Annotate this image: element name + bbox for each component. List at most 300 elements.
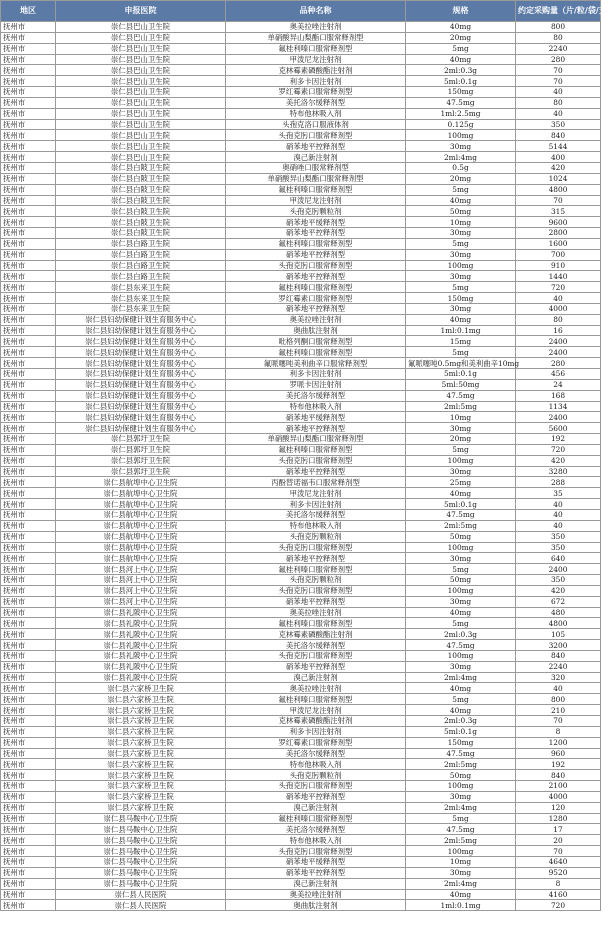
cell-drug-name: 头孢克肟口服常释剂型 (226, 846, 406, 857)
cell-spec: 30mg (406, 661, 516, 672)
table-row (1, 900, 601, 911)
table-row (1, 585, 601, 596)
cell-hospital: 崇仁县六家桥卫生院 (56, 802, 226, 813)
cell-quantity: 1134 (516, 401, 601, 412)
cell-drug-name: 利多卡因注射剂 (226, 499, 406, 510)
cell-drug-name: 特布他林吸入剂 (226, 835, 406, 846)
cell-region: 抚州市 (1, 466, 56, 477)
cell-hospital: 崇仁县六家桥卫生院 (56, 705, 226, 716)
cell-region: 抚州市 (1, 488, 56, 499)
cell-hospital: 崇仁县航埠中心卫生院 (56, 531, 226, 542)
table-row (1, 184, 601, 195)
table-row (1, 889, 601, 900)
header-drug-name: 品种名称 (226, 1, 406, 22)
cell-hospital: 崇仁县妇幼保健计划生育服务中心 (56, 390, 226, 401)
cell-drug-name: 甲泼尼龙注射剂 (226, 488, 406, 499)
cell-quantity: 3200 (516, 640, 601, 651)
cell-quantity: 1600 (516, 238, 601, 249)
cell-drug-name: 克林霉素磷酸酯注射剂 (226, 716, 406, 727)
cell-hospital: 崇仁县郭圩卫生院 (56, 455, 226, 466)
cell-spec: 0.125g (406, 119, 516, 130)
cell-spec: 5mg (406, 618, 516, 629)
table-row (1, 802, 601, 813)
table-row (1, 293, 601, 304)
cell-quantity: 70 (516, 846, 601, 857)
cell-quantity: 35 (516, 488, 601, 499)
table-row (1, 466, 601, 477)
cell-spec: 5mg (406, 282, 516, 293)
cell-region: 抚州市 (1, 705, 56, 716)
cell-region: 抚州市 (1, 781, 56, 792)
cell-region: 抚州市 (1, 629, 56, 640)
cell-hospital: 崇仁县白路卫生院 (56, 260, 226, 271)
cell-drug-name: 单硝酸异山梨酯口服常释剂型 (226, 434, 406, 445)
cell-drug-name: 特布他林吸入剂 (226, 108, 406, 119)
cell-spec: 5ml:0.1g (406, 499, 516, 510)
table-row (1, 856, 601, 867)
cell-spec: 2ml:0.3g (406, 65, 516, 76)
cell-quantity: 840 (516, 130, 601, 141)
cell-spec: 47.5mg (406, 390, 516, 401)
cell-drug-name: 特布他林吸入剂 (226, 401, 406, 412)
cell-hospital: 崇仁县六家桥卫生院 (56, 759, 226, 770)
cell-drug-name: 头孢克肟口服常释剂型 (226, 542, 406, 553)
cell-hospital: 崇仁县东来卫生院 (56, 303, 226, 314)
cell-region: 抚州市 (1, 303, 56, 314)
cell-hospital: 崇仁县人民医院 (56, 900, 226, 911)
cell-hospital: 崇仁县河上中心卫生院 (56, 575, 226, 586)
cell-quantity: 2400 (516, 412, 601, 423)
cell-region: 抚州市 (1, 141, 56, 152)
table-row (1, 781, 601, 792)
cell-drug-name: 氟桂利嗪口服常释剂型 (226, 184, 406, 195)
cell-spec: 5ml:50mg (406, 379, 516, 390)
table-row (1, 238, 601, 249)
table-row (1, 650, 601, 661)
cell-quantity: 17 (516, 824, 601, 835)
header-row (1, 1, 601, 22)
cell-drug-name: 罗红霉素口服常释剂型 (226, 737, 406, 748)
cell-drug-name: 奥美拉唑注射剂 (226, 889, 406, 900)
table-row (1, 358, 601, 369)
table-row (1, 401, 601, 412)
table-row (1, 249, 601, 260)
table-body (1, 22, 601, 911)
cell-hospital: 崇仁县六家桥卫生院 (56, 781, 226, 792)
cell-quantity: 315 (516, 206, 601, 217)
table-row (1, 119, 601, 130)
cell-hospital: 崇仁县白陂卫生院 (56, 162, 226, 173)
cell-quantity: 4160 (516, 889, 601, 900)
cell-quantity: 288 (516, 477, 601, 488)
table-row (1, 791, 601, 802)
cell-hospital: 崇仁县马鞍中心卫生院 (56, 846, 226, 857)
cell-hospital: 崇仁县马鞍中心卫生院 (56, 856, 226, 867)
cell-drug-name: 硝苯地平控释剂型 (226, 249, 406, 260)
cell-spec: 100mg (406, 781, 516, 792)
table-row (1, 130, 601, 141)
cell-quantity: 168 (516, 390, 601, 401)
cell-hospital: 崇仁县东来卫生院 (56, 282, 226, 293)
cell-drug-name: 硝苯地平控释剂型 (226, 303, 406, 314)
cell-drug-name: 奥美拉唑注射剂 (226, 314, 406, 325)
cell-spec: 2ml:5mg (406, 401, 516, 412)
cell-region: 抚州市 (1, 76, 56, 87)
table-row (1, 217, 601, 228)
cell-region: 抚州市 (1, 672, 56, 683)
cell-drug-name: 罗红霉素口服常释剂型 (226, 87, 406, 98)
cell-spec: 1ml:0.1mg (406, 325, 516, 336)
cell-drug-name: 氟桂利嗪口服常释剂型 (226, 694, 406, 705)
cell-quantity: 2240 (516, 43, 601, 54)
cell-drug-name: 奥美拉唑注射剂 (226, 22, 406, 33)
cell-spec: 30mg (406, 423, 516, 434)
cell-drug-name: 利多卡因注射剂 (226, 76, 406, 87)
table-row (1, 228, 601, 239)
cell-hospital: 崇仁县妇幼保健计划生育服务中心 (56, 369, 226, 380)
cell-region: 抚州市 (1, 65, 56, 76)
cell-quantity: 16 (516, 325, 601, 336)
table-row (1, 412, 601, 423)
cell-hospital: 崇仁县礼陂中心卫生院 (56, 650, 226, 661)
cell-spec: 10mg (406, 856, 516, 867)
cell-drug-name: 硝苯地平缓释剂型 (226, 412, 406, 423)
cell-spec: 100mg (406, 260, 516, 271)
cell-region: 抚州市 (1, 661, 56, 672)
cell-region: 抚州市 (1, 390, 56, 401)
cell-region: 抚州市 (1, 423, 56, 434)
cell-hospital: 崇仁县白陂卫生院 (56, 228, 226, 239)
cell-spec: 40mg (406, 195, 516, 206)
cell-quantity: 350 (516, 542, 601, 553)
cell-hospital: 崇仁县六家桥卫生院 (56, 748, 226, 759)
cell-spec: 5mg (406, 184, 516, 195)
table-row (1, 683, 601, 694)
cell-region: 抚州市 (1, 260, 56, 271)
cell-spec: 50mg (406, 770, 516, 781)
cell-hospital: 崇仁县巴山卫生院 (56, 54, 226, 65)
cell-region: 抚州市 (1, 162, 56, 173)
cell-region: 抚州市 (1, 325, 56, 336)
table-row (1, 108, 601, 119)
cell-region: 抚州市 (1, 585, 56, 596)
cell-quantity: 80 (516, 314, 601, 325)
cell-quantity: 4800 (516, 184, 601, 195)
table-row (1, 813, 601, 824)
table-row (1, 661, 601, 672)
cell-quantity: 5600 (516, 423, 601, 434)
cell-quantity: 80 (516, 97, 601, 108)
cell-region: 抚州市 (1, 22, 56, 33)
table-row (1, 32, 601, 43)
cell-spec: 40mg (406, 889, 516, 900)
cell-quantity: 2800 (516, 228, 601, 239)
cell-region: 抚州市 (1, 640, 56, 651)
cell-region: 抚州市 (1, 314, 56, 325)
cell-quantity: 40 (516, 499, 601, 510)
table-row (1, 575, 601, 586)
cell-drug-name: 头孢克肟口服常释剂型 (226, 260, 406, 271)
cell-spec: 15mg (406, 336, 516, 347)
cell-hospital: 崇仁县巴山卫生院 (56, 108, 226, 119)
cell-spec: 100mg (406, 542, 516, 553)
cell-region: 抚州市 (1, 87, 56, 98)
cell-region: 抚州市 (1, 802, 56, 813)
cell-drug-name: 奥硝唑口服常释剂型 (226, 162, 406, 173)
cell-quantity: 20 (516, 835, 601, 846)
cell-region: 抚州市 (1, 293, 56, 304)
cell-region: 抚州市 (1, 455, 56, 466)
cell-hospital: 崇仁县妇幼保健计划生育服务中心 (56, 325, 226, 336)
cell-drug-name: 甲泼尼龙注射剂 (226, 195, 406, 206)
cell-drug-name: 美托洛尔缓释剂型 (226, 640, 406, 651)
cell-drug-name: 氟桂利嗪口服常释剂型 (226, 813, 406, 824)
table-row (1, 835, 601, 846)
cell-quantity: 4000 (516, 791, 601, 802)
cell-quantity: 40 (516, 520, 601, 531)
table-row (1, 390, 601, 401)
cell-region: 抚州市 (1, 32, 56, 43)
table-row (1, 737, 601, 748)
cell-drug-name: 氟桂利嗪口服常释剂型 (226, 43, 406, 54)
cell-drug-name: 硝苯地平控释剂型 (226, 466, 406, 477)
cell-quantity: 350 (516, 531, 601, 542)
cell-region: 抚州市 (1, 824, 56, 835)
table-row (1, 564, 601, 575)
cell-spec: 2ml:5mg (406, 759, 516, 770)
cell-drug-name: 氟桂利嗪口服常释剂型 (226, 347, 406, 358)
cell-region: 抚州市 (1, 575, 56, 586)
cell-region: 抚州市 (1, 347, 56, 358)
cell-quantity: 960 (516, 748, 601, 759)
cell-quantity: 70 (516, 716, 601, 727)
cell-region: 抚州市 (1, 43, 56, 54)
cell-hospital: 崇仁县航埠中心卫生院 (56, 520, 226, 531)
cell-hospital: 崇仁县妇幼保健计划生育服务中心 (56, 336, 226, 347)
cell-spec: 30mg (406, 466, 516, 477)
cell-quantity: 4640 (516, 856, 601, 867)
cell-quantity: 2400 (516, 336, 601, 347)
cell-region: 抚州市 (1, 542, 56, 553)
cell-drug-name: 奥曲肽注射剂 (226, 900, 406, 911)
cell-quantity: 40 (516, 293, 601, 304)
cell-hospital: 崇仁县白路卫生院 (56, 238, 226, 249)
cell-drug-name: 利多卡因注射剂 (226, 369, 406, 380)
cell-quantity: 40 (516, 108, 601, 119)
cell-quantity: 400 (516, 152, 601, 163)
cell-spec: 150mg (406, 293, 516, 304)
cell-region: 抚州市 (1, 217, 56, 228)
cell-hospital: 崇仁县航埠中心卫生院 (56, 488, 226, 499)
cell-hospital: 崇仁县马鞍中心卫生院 (56, 878, 226, 889)
cell-region: 抚州市 (1, 434, 56, 445)
table-row (1, 748, 601, 759)
table-row (1, 65, 601, 76)
cell-spec: 100mg (406, 130, 516, 141)
cell-quantity: 9520 (516, 867, 601, 878)
table-row (1, 542, 601, 553)
table-row (1, 672, 601, 683)
cell-hospital: 崇仁县妇幼保健计划生育服务中心 (56, 347, 226, 358)
cell-quantity: 40 (516, 509, 601, 520)
cell-spec: 5mg (406, 564, 516, 575)
table-row (1, 531, 601, 542)
cell-spec: 5mg (406, 238, 516, 249)
cell-spec: 5mg (406, 813, 516, 824)
cell-hospital: 崇仁县马鞍中心卫生院 (56, 813, 226, 824)
cell-spec: 100mg (406, 846, 516, 857)
cell-quantity: 8 (516, 878, 601, 889)
cell-drug-name: 特布他林吸入剂 (226, 520, 406, 531)
cell-quantity: 320 (516, 672, 601, 683)
cell-region: 抚州市 (1, 238, 56, 249)
cell-spec: 30mg (406, 791, 516, 802)
cell-drug-name: 利多卡因注射剂 (226, 726, 406, 737)
cell-region: 抚州市 (1, 336, 56, 347)
cell-drug-name: 奥美拉唑注射剂 (226, 607, 406, 618)
table-row (1, 705, 601, 716)
table-row (1, 846, 601, 857)
cell-spec: 2ml:0.3g (406, 629, 516, 640)
cell-hospital: 崇仁县巴山卫生院 (56, 76, 226, 87)
cell-region: 抚州市 (1, 358, 56, 369)
cell-quantity: 40 (516, 87, 601, 98)
cell-region: 抚州市 (1, 282, 56, 293)
cell-region: 抚州市 (1, 856, 56, 867)
cell-region: 抚州市 (1, 846, 56, 857)
cell-quantity: 910 (516, 260, 601, 271)
cell-drug-name: 头孢克肟口服常释剂型 (226, 455, 406, 466)
cell-spec: 30mg (406, 249, 516, 260)
cell-region: 抚州市 (1, 249, 56, 260)
cell-hospital: 崇仁县巴山卫生院 (56, 65, 226, 76)
cell-hospital: 崇仁县河上中心卫生院 (56, 564, 226, 575)
cell-quantity: 720 (516, 282, 601, 293)
cell-quantity: 420 (516, 162, 601, 173)
cell-spec: 5ml:0.1g (406, 369, 516, 380)
cell-quantity: 420 (516, 585, 601, 596)
cell-region: 抚州市 (1, 520, 56, 531)
cell-hospital: 崇仁县妇幼保健计划生育服务中心 (56, 314, 226, 325)
table-row (1, 76, 601, 87)
cell-spec: 2ml:4mg (406, 672, 516, 683)
cell-hospital: 崇仁县妇幼保健计划生育服务中心 (56, 401, 226, 412)
cell-hospital: 崇仁县航埠中心卫生院 (56, 509, 226, 520)
cell-drug-name: 氟哌噻吨美利曲辛口服常释剂型 (226, 358, 406, 369)
cell-quantity: 1200 (516, 737, 601, 748)
cell-hospital: 崇仁县郭圩卫生院 (56, 434, 226, 445)
cell-hospital: 崇仁县白路卫生院 (56, 271, 226, 282)
cell-region: 抚州市 (1, 737, 56, 748)
cell-spec: 30mg (406, 141, 516, 152)
cell-drug-name: 吡格列酮口服常释剂型 (226, 336, 406, 347)
table-row (1, 303, 601, 314)
table-row (1, 206, 601, 217)
cell-spec: 30mg (406, 228, 516, 239)
header-region: 地区 (1, 1, 56, 22)
cell-drug-name: 单硝酸异山梨酯口服常释剂型 (226, 173, 406, 184)
cell-hospital: 崇仁县妇幼保健计划生育服务中心 (56, 358, 226, 369)
cell-hospital: 崇仁县郭圩卫生院 (56, 444, 226, 455)
cell-drug-name: 头孢克肟颗粒剂 (226, 206, 406, 217)
table-row (1, 141, 601, 152)
cell-quantity: 2240 (516, 661, 601, 672)
cell-hospital: 崇仁县巴山卫生院 (56, 130, 226, 141)
cell-region: 抚州市 (1, 867, 56, 878)
cell-region: 抚州市 (1, 477, 56, 488)
cell-drug-name: 溴己新注射剂 (226, 152, 406, 163)
cell-hospital: 崇仁县巴山卫生院 (56, 97, 226, 108)
cell-spec: 40mg (406, 607, 516, 618)
cell-region: 抚州市 (1, 716, 56, 727)
cell-spec: 5ml:0.1g (406, 726, 516, 737)
cell-quantity: 350 (516, 119, 601, 130)
cell-hospital: 崇仁县航埠中心卫生院 (56, 553, 226, 564)
cell-quantity: 40 (516, 683, 601, 694)
cell-spec: 1ml:0.1mg (406, 900, 516, 911)
cell-region: 抚州市 (1, 835, 56, 846)
table-row (1, 726, 601, 737)
table-row (1, 867, 601, 878)
table-row (1, 325, 601, 336)
table-row (1, 173, 601, 184)
cell-spec: 100mg (406, 585, 516, 596)
header-hospital: 申报医院 (56, 1, 226, 22)
cell-region: 抚州市 (1, 889, 56, 900)
cell-drug-name: 硝苯地平缓释剂型 (226, 856, 406, 867)
cell-region: 抚州市 (1, 54, 56, 65)
cell-quantity: 2400 (516, 564, 601, 575)
cell-drug-name: 克林霉素磷酸酯注射剂 (226, 629, 406, 640)
cell-drug-name: 甲泼尼龙注射剂 (226, 54, 406, 65)
cell-hospital: 崇仁县六家桥卫生院 (56, 683, 226, 694)
cell-spec: 20mg (406, 32, 516, 43)
table-row (1, 716, 601, 727)
cell-hospital: 崇仁县航埠中心卫生院 (56, 477, 226, 488)
cell-spec: 2ml:5mg (406, 835, 516, 846)
cell-region: 抚州市 (1, 444, 56, 455)
header-spec: 规格 (406, 1, 516, 22)
cell-spec: 5mg (406, 43, 516, 54)
cell-spec: 40mg (406, 488, 516, 499)
cell-hospital: 崇仁县六家桥卫生院 (56, 726, 226, 737)
table-row (1, 282, 601, 293)
cell-hospital: 崇仁县马鞍中心卫生院 (56, 867, 226, 878)
cell-drug-name: 溴己新注射剂 (226, 672, 406, 683)
table-row (1, 455, 601, 466)
cell-hospital: 崇仁县礼陂中心卫生院 (56, 618, 226, 629)
cell-region: 抚州市 (1, 401, 56, 412)
cell-drug-name: 单硝酸异山梨酯口服常释剂型 (226, 32, 406, 43)
cell-hospital: 崇仁县河上中心卫生院 (56, 596, 226, 607)
cell-quantity: 800 (516, 694, 601, 705)
cell-hospital: 崇仁县妇幼保健计划生育服务中心 (56, 379, 226, 390)
cell-region: 抚州市 (1, 813, 56, 824)
cell-drug-name: 硝苯地平控释剂型 (226, 228, 406, 239)
cell-region: 抚州市 (1, 770, 56, 781)
cell-spec: 氟哌噻吨0.5mg和美利曲辛10mg (406, 358, 516, 369)
cell-hospital: 崇仁县礼陂中心卫生院 (56, 661, 226, 672)
cell-spec: 2ml:4mg (406, 802, 516, 813)
cell-spec: 5mg (406, 444, 516, 455)
cell-quantity: 192 (516, 759, 601, 770)
cell-drug-name: 奥曲肽注射剂 (226, 325, 406, 336)
table-row (1, 87, 601, 98)
cell-region: 抚州市 (1, 607, 56, 618)
cell-spec: 40mg (406, 683, 516, 694)
cell-spec: 2ml:4mg (406, 878, 516, 889)
cell-hospital: 崇仁县河上中心卫生院 (56, 585, 226, 596)
